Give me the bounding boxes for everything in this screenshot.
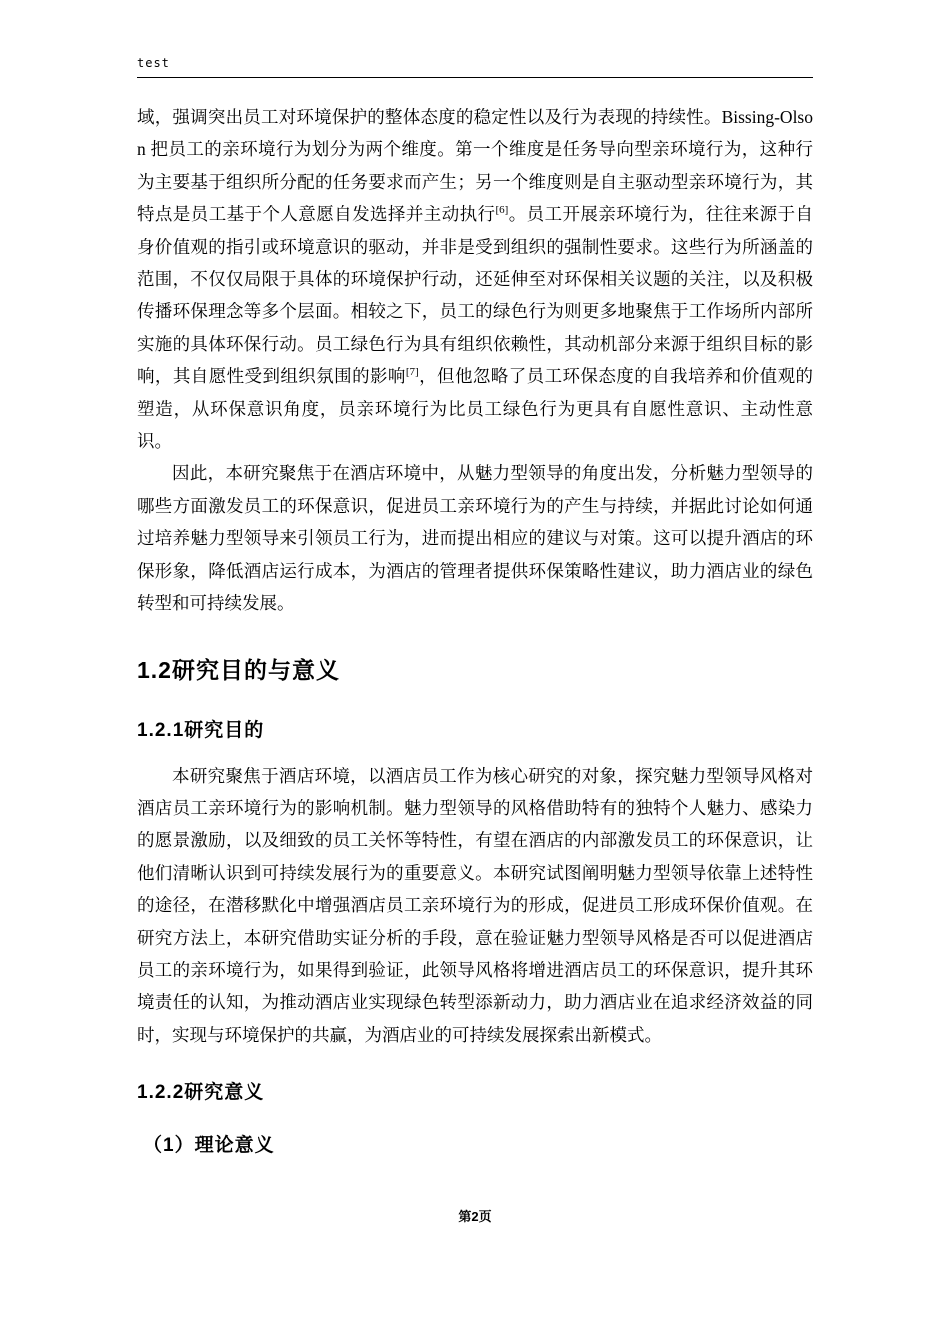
heading-theoretical-significance: （1）理论意义 (143, 1135, 275, 1157)
paragraph-text: 域，强调突出员工对环境保护的整体态度的稳定性以及行为表现的持续性。Bissing-Olson 把员工的亲环境行为划分为两个维度。第一个维度是任务导向型亲环境行为，这种行为主要基于组织所分配的任务要求而产生；另一个维度则是自主驱动型亲环境行为，其特点是员工基于个人意愿自发选择并主动执行 (137, 107, 813, 225)
paragraph-text: ，但他忽略了员工环保态度的自我培养和价值观的塑造，从环保意识角度，员亲环境行为比员工绿色行为更具有自愿性意识、主动性意识。 (137, 366, 814, 452)
paragraph-pro-environmental-behavior (137, 101, 813, 457)
page-number: 第2页 (458, 1209, 492, 1224)
page-footer (0, 1206, 950, 1225)
heading-1-2-1-research-purpose: 1.2.1研究目的 (137, 719, 265, 741)
paragraph-research-purpose: 本研究聚焦于酒店环境，以酒店员工作为核心研究的对象，探究魅力型领导风格对酒店员工亲环境行为的影响机制。魅力型领导的风格借助特有的独特个人魅力、感染力的愿景激励，以及细致的员工关怀等特性，有望在酒店的内部激发员工的环保意识，让他们清晰认识到可持续发展行为的重要意义。本研究试图阐明魅力型领导依靠上述特性的途径，在潜移默化中增强酒店员工亲环境行为的形成，促进员工形成环保价值观。在研究方法上，本研究借助实证分析的手段，意在验证魅力型领导风格是否可以促进酒店员工的亲环境行为，如果得到验证，此领导风格将增进酒店员工的环保意识，提升其环境责任的认知，为推动酒店业实现绿色转型添新动力，助力酒店业在追求经济效益的同时，实现与环境保护的共赢，为酒店业的可持续发展探索出新模式。 (137, 765, 813, 1045)
document-body (137, 101, 813, 1157)
heading-1-2-2-research-significance: 1.2.2研究意义 (137, 1082, 265, 1104)
header-text: test (137, 56, 170, 70)
citation-7: [7] (405, 366, 419, 379)
citation-6: [6] (495, 204, 509, 217)
page-header (137, 56, 813, 78)
paragraph-research-focus: 因此，本研究聚焦于在酒店环境中，从魅力型领导的角度出发，分析魅力型领导的哪些方面激发员工的环保意识，促进员工亲环境行为的产生与持续，并据此讨论如何通过培养魅力型领导来引领员工行为，进而提出相应的建议与对策。这可以提升酒店的环保形象，降低酒店运行成本，为酒店的管理者提供环保策略性建议，助力酒店业的绿色转型和可持续发展。 (137, 463, 813, 614)
paragraph-text: 。员工开展亲环境行为，往往来源于自身价值观的指引或环境意识的驱动，并非是受到组织的强制性要求。这些行为所涵盖的范围，不仅仅局限于具体的环境保护行动，还延伸至对环保相关议题的关注，以及积极传播环保理念等多个层面。相较之下，员工的绿色行为则更多地聚焦于工作场所内部所实施的具体环保行动。员工绿色行为具有组织依赖性，其动机部分来源于组织目标的影响，其自愿性受到组织氛围的影响 (137, 204, 814, 387)
heading-1-2-research-purpose-and-significance: 1.2研究目的与意义 (137, 656, 340, 683)
